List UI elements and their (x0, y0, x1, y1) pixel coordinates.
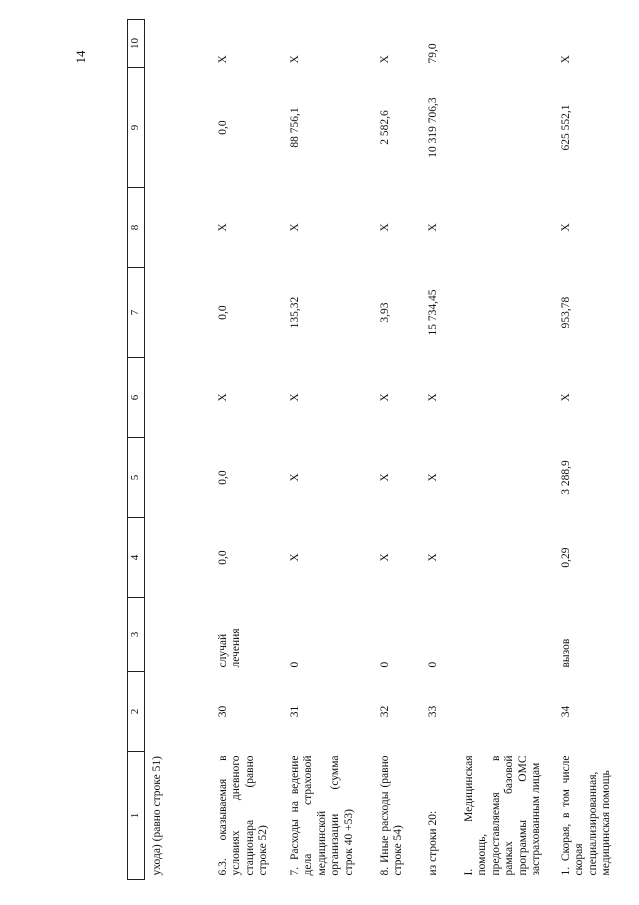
row-value: X (378, 473, 391, 482)
row-value: 3,93 (378, 302, 391, 323)
table-row (554, 20, 634, 880)
rotated-table-container (127, 20, 639, 880)
page-number: 14 (73, 50, 88, 64)
row-value: 0,0 (216, 120, 229, 135)
row-name-text: 1. Скорая, в том числе скорая специализированная, медицинская помощь (559, 755, 612, 876)
header-cell: 3 (128, 598, 145, 672)
header-cell: 1 (128, 752, 145, 880)
row-name (283, 752, 373, 880)
row-value (457, 358, 554, 438)
row-value: 2 582,6 (378, 110, 391, 145)
row-value: X (378, 55, 391, 64)
row-name-text: 7. Расходы на ведение дела страховой медицинской организации (сумма строк 40 +53) (288, 755, 355, 876)
row-value: 135,32 (288, 296, 301, 329)
header-cell: 5 (128, 438, 145, 518)
header-cell: 4 (128, 518, 145, 598)
row-name (373, 752, 421, 880)
table-row (283, 20, 373, 880)
row-value: X (559, 55, 572, 64)
row-code: 32 (378, 705, 391, 718)
row-unit: 0 (426, 661, 439, 668)
row-value: X (288, 393, 301, 402)
row-value: X (288, 473, 301, 482)
row-value: 625 552,1 (559, 104, 572, 151)
row-value: 0,0 (216, 305, 229, 320)
header-cell: 8 (128, 188, 145, 268)
row-value: X (378, 553, 391, 562)
header-cell: 2 (128, 672, 145, 752)
cost-table (127, 19, 634, 880)
row-value: X (426, 223, 439, 232)
row-value: X (426, 393, 439, 402)
row-value (457, 268, 554, 358)
row-code (457, 672, 554, 752)
row-unit: случай лечения (216, 628, 242, 668)
row-code: 30 (216, 705, 229, 718)
row-value: X (559, 223, 572, 232)
row-name (554, 752, 634, 880)
row-name (457, 752, 554, 880)
row-value (457, 68, 554, 188)
row-value: X (216, 393, 229, 402)
row-value: 3 288,9 (559, 460, 572, 495)
row-value (457, 188, 554, 268)
row-name (211, 752, 283, 880)
row-value (145, 188, 211, 268)
row-value (457, 438, 554, 518)
row-value: X (378, 223, 391, 232)
row-unit: 0 (288, 661, 301, 668)
header-row (128, 20, 145, 880)
row-unit (145, 598, 211, 672)
row-code: 34 (559, 705, 572, 718)
row-code (145, 672, 211, 752)
header-cell: 9 (128, 68, 145, 188)
header-cell: 7 (128, 268, 145, 358)
row-value: X (216, 223, 229, 232)
row-unit: 0 (378, 661, 391, 668)
row-value (145, 438, 211, 518)
row-unit (457, 598, 554, 672)
header-cell: 10 (128, 20, 145, 68)
row-value: X (288, 223, 301, 232)
row-value: X (288, 55, 301, 64)
table-row (373, 20, 421, 880)
row-name-text: 6.3. оказываемая в условиях дневного стационара (равно строке 52) (216, 755, 269, 876)
row-code: 31 (288, 705, 301, 718)
row-name-text: из строки 20: (426, 810, 439, 876)
row-value: 88 756,1 (288, 107, 301, 148)
row-value (145, 358, 211, 438)
row-unit: вызов (559, 638, 572, 668)
row-value: X (216, 55, 229, 64)
table-row (457, 20, 554, 880)
row-value: 0,0 (216, 550, 229, 565)
table-row (211, 20, 283, 880)
table-row (145, 20, 211, 880)
row-value: 79,0 (426, 43, 439, 64)
row-value (457, 518, 554, 598)
header-cell: 6 (128, 358, 145, 438)
row-name (421, 752, 457, 880)
row-value: 0,0 (216, 470, 229, 485)
row-name (145, 752, 211, 880)
row-value (145, 68, 211, 188)
row-code: 33 (426, 705, 439, 718)
row-value: X (288, 553, 301, 562)
row-value (145, 268, 211, 358)
row-value: 10 319 706,3 (426, 97, 439, 158)
row-value: 953,78 (559, 296, 572, 329)
row-value (145, 518, 211, 598)
row-name-text: 8. Иные расходы (равно строке 54) (378, 755, 404, 876)
row-value: X (426, 473, 439, 482)
row-value (145, 20, 211, 68)
row-value (457, 20, 554, 68)
row-value: 0,29 (559, 547, 572, 568)
row-value: X (378, 393, 391, 402)
row-name-text: I. Медицинская помощь, предоставляемая в рамках базовой программы ОМС застрахованным лицам (462, 755, 542, 876)
row-name-text: ухода) (равно строке 51) (151, 756, 163, 876)
row-value: X (559, 393, 572, 402)
row-value: 15 734,45 (426, 289, 439, 336)
row-value: X (426, 553, 439, 562)
table-row (421, 20, 457, 880)
